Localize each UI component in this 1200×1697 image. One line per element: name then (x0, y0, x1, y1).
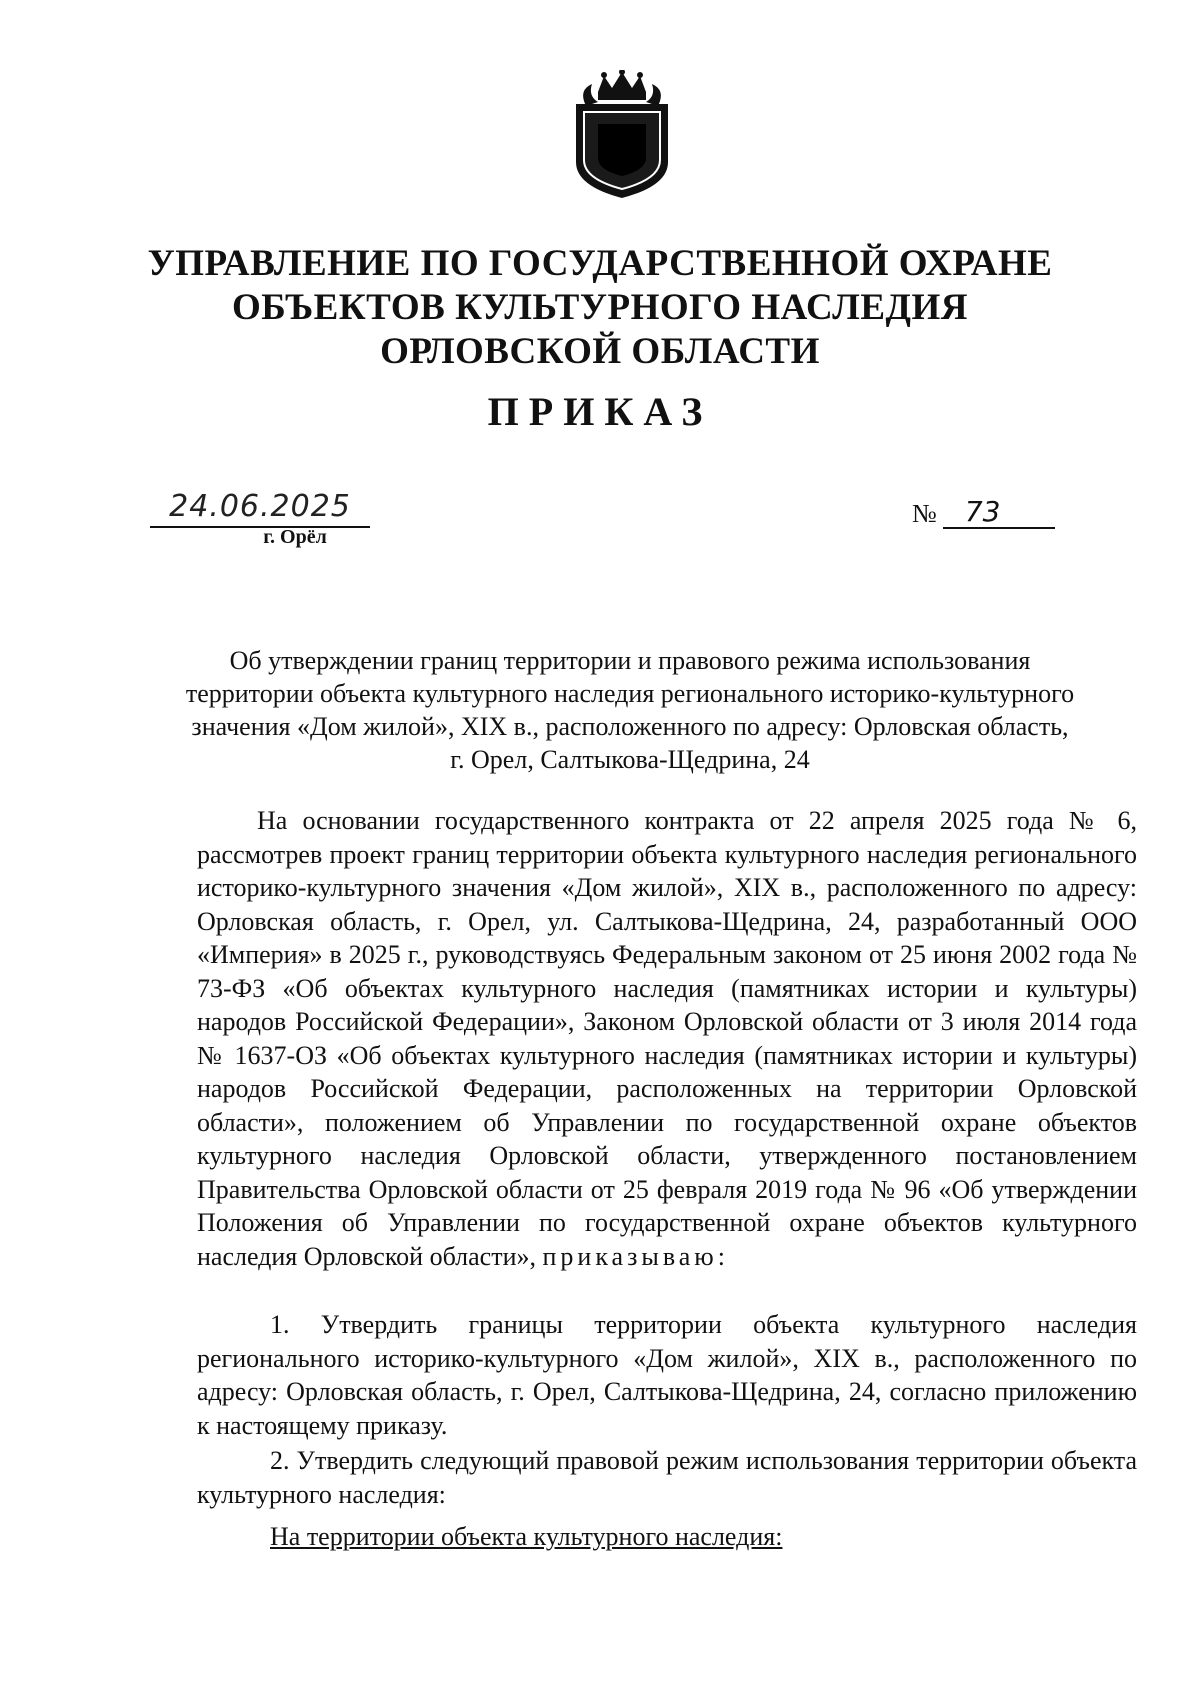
order-word: приказываю: (542, 1241, 729, 1271)
date-block (150, 488, 370, 549)
subject-line-3: значения «Дом жилой», XIX в., расположенного по адресу: Орловская область, (191, 712, 1069, 741)
issuing-authority (100, 242, 1100, 374)
subject-line-2: территории объекта культурного наследия регионального историко-культурного (185, 679, 1075, 708)
preamble-paragraph (197, 804, 1137, 1273)
order-item-1: 1. Утвердить границы территории объекта культурного наследия регионального историко-культурного «Дом жилой», XIX в., расположенного по адресу: Орловская область, г. Орел, Салтыкова-Щедрина, 24, согласно приложению к настоящему приказу. (197, 1310, 1137, 1440)
section-heading: На территории объекта культурного наследия: (270, 1522, 783, 1551)
coat-of-arms-emblem (568, 70, 676, 200)
authority-line-1: УПРАВЛЕНИЕ ПО ГОСУДАРСТВЕННОЙ ОХРАНЕ (147, 243, 1053, 284)
subject-line-1: Об утверждении границ территории и правового режима использования (229, 646, 1031, 675)
orel-region-coat-of-arms-icon (568, 70, 676, 200)
document-type-title: ПРИКАЗ (487, 389, 713, 434)
document-subject (170, 644, 1090, 776)
order-number-block (912, 497, 1055, 529)
preamble-text-block (197, 804, 1137, 1273)
city-name: г. Орёл (263, 526, 327, 548)
order-item-2: 2. Утвердить следующий правовой режим использования территории объекта культурного наследия: (197, 1446, 1137, 1509)
handwritten-date: 24.06.2025 (169, 489, 351, 524)
authority-line-3: ОРЛОВСКОЙ ОБЛАСТИ (380, 331, 820, 372)
order-items (197, 1308, 1137, 1511)
preamble-text: На основании государственного контракта от 22 апреля 2025 года № 6, рассмотрев проект границ территории объекта культурного наследия регионального историко-культурного значения «Дом жилой», XIX в., расположенного по адресу: Орловская область, г. Орел, ул. Салтыкова-Щедрина, 24, разработанный ООО «Империя» в 2025 г., руководствуясь Федеральным законом от 25 июня 2002 года № 73-ФЗ «Об объектах культурного наследия (памятниках истории и культуры) народов Российской Федерации», Законом Орловской области от 3 июля 2014 года № 1637-ОЗ «Об объектах культурного наследия (памятниках истории и культуры) народов Российской Федерации, расположенных на территории Орловской области», положением об Управлении по государственной охране объектов культурного наследия Орловской области, утвержденного постановлением Правительства Орловской области от 25 февраля 2019 года № 96 «Об утверждении Положения об Управлении по государственной охране объектов культурного наследия Орловской области», (197, 806, 1137, 1271)
authority-line-2: ОБЪЕКТОВ КУЛЬТУРНОГО НАСЛЕДИЯ (232, 287, 968, 328)
handwritten-order-number: 73 (943, 497, 1055, 529)
number-sign: № (912, 499, 937, 528)
subject-line-4: г. Орел, Салтыкова-Щедрина, 24 (450, 745, 810, 774)
